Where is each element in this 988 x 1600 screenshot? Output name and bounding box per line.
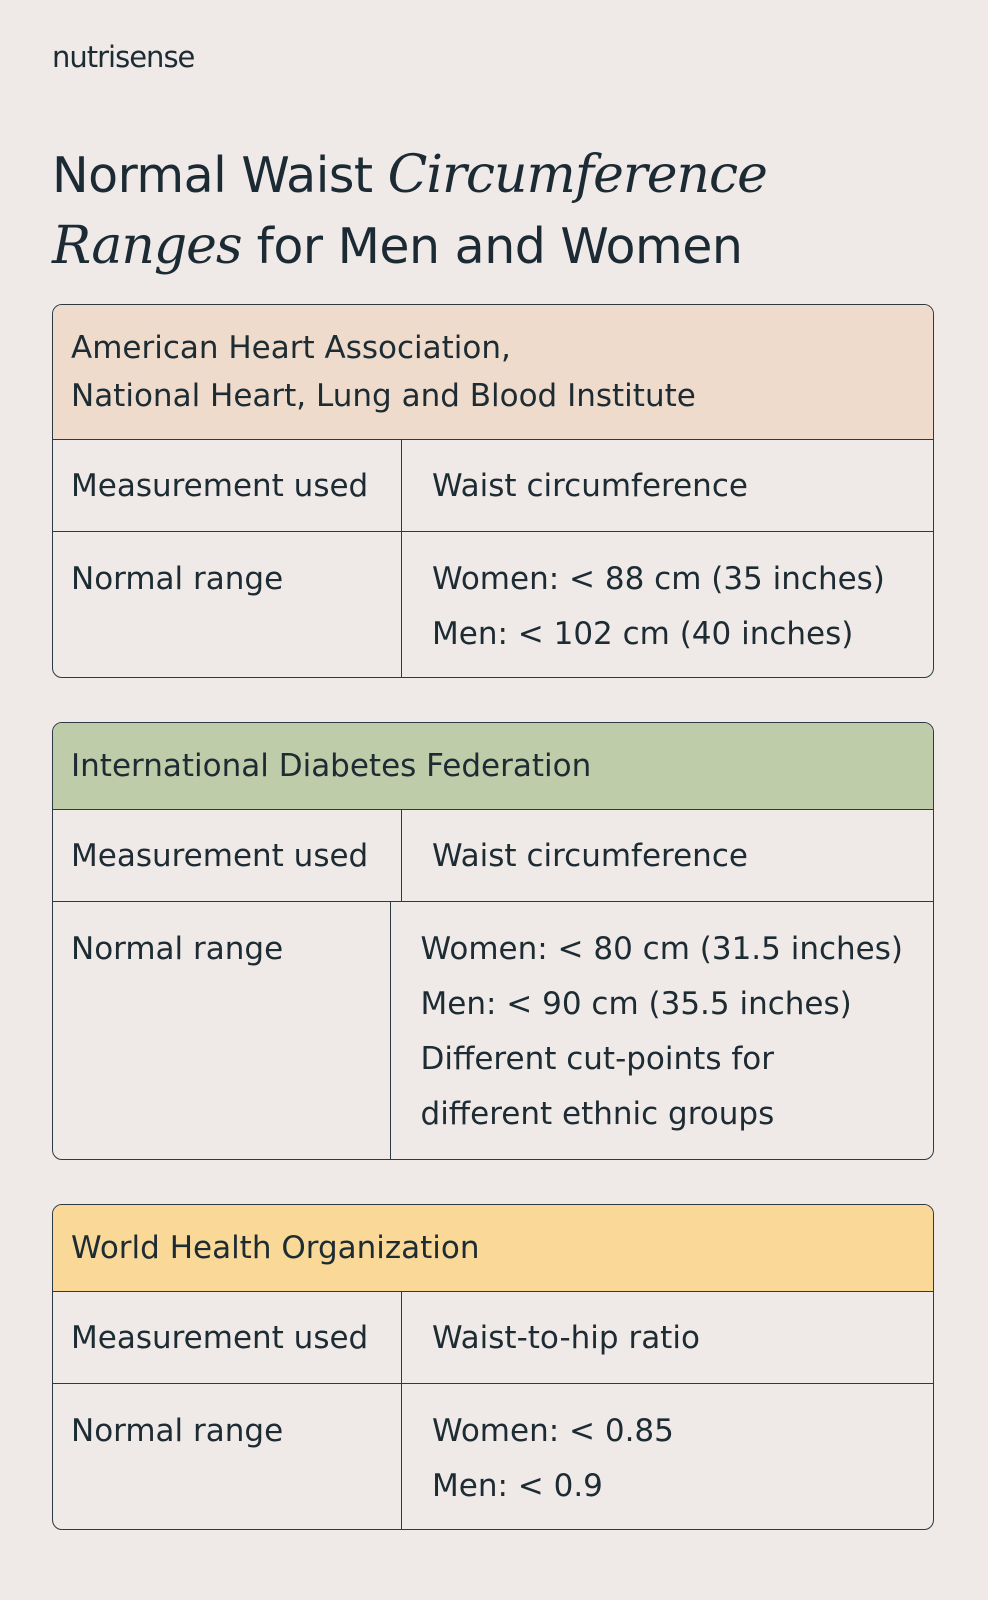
measurement-row [53,1291,933,1383]
range-values [391,902,933,1160]
range-line: Women: < 88 cm (35 inches) [432,561,885,597]
measurement-label: Measurement used [53,440,402,531]
card-who [52,1204,934,1530]
measurement-label: Measurement used [53,810,402,901]
card-header-line: National Heart, Lung and Blood Institute [71,378,696,414]
card-idf [52,722,934,1160]
card-header [53,1205,933,1291]
range-row [53,1383,933,1529]
measurement-row [53,809,933,901]
range-values [402,532,933,677]
range-line: Women: < 80 cm (31.5 inches) [420,931,903,967]
range-row [53,901,933,1160]
measurement-value: Waist circumference [432,837,748,874]
range-values [402,1384,933,1529]
card-header-line: American Heart Association, [71,330,511,366]
range-line: Different cut-points for [420,1041,774,1077]
card-header [53,305,933,439]
measurement-label: Measurement used [53,1292,402,1383]
page-title [52,140,767,282]
title-part-1: Normal Waist [52,147,388,204]
range-line: Men: < 102 cm (40 inches) [432,616,854,652]
brand-logo: nutrisense [52,40,195,74]
title-part-2: for Men and Women [241,218,743,275]
measurement-value: Waist circumference [432,467,748,504]
range-label [53,532,402,677]
measurement-row [53,439,933,531]
range-label-text: Normal range [71,931,284,967]
range-line: Women: < 0.85 [432,1413,674,1449]
measurement-value: Waist-to-hip ratio [432,1319,700,1356]
range-line: Men: < 90 cm (35.5 inches) [420,986,852,1022]
card-header-line: World Health Organization [71,1230,480,1266]
range-label-text: Normal range [71,1413,284,1449]
range-label [53,902,391,1160]
card-header-line: International Diabetes Federation [71,748,592,784]
title-italic-2: Ranges [52,216,242,276]
range-line: Men: < 0.9 [432,1468,603,1504]
card-aha [52,304,934,678]
range-line: different ethnic groups [420,1096,775,1132]
range-label [53,1384,402,1529]
range-label-text: Normal range [71,561,284,597]
card-header [53,723,933,809]
range-row [53,531,933,677]
title-italic-1: Circumference [387,145,767,205]
